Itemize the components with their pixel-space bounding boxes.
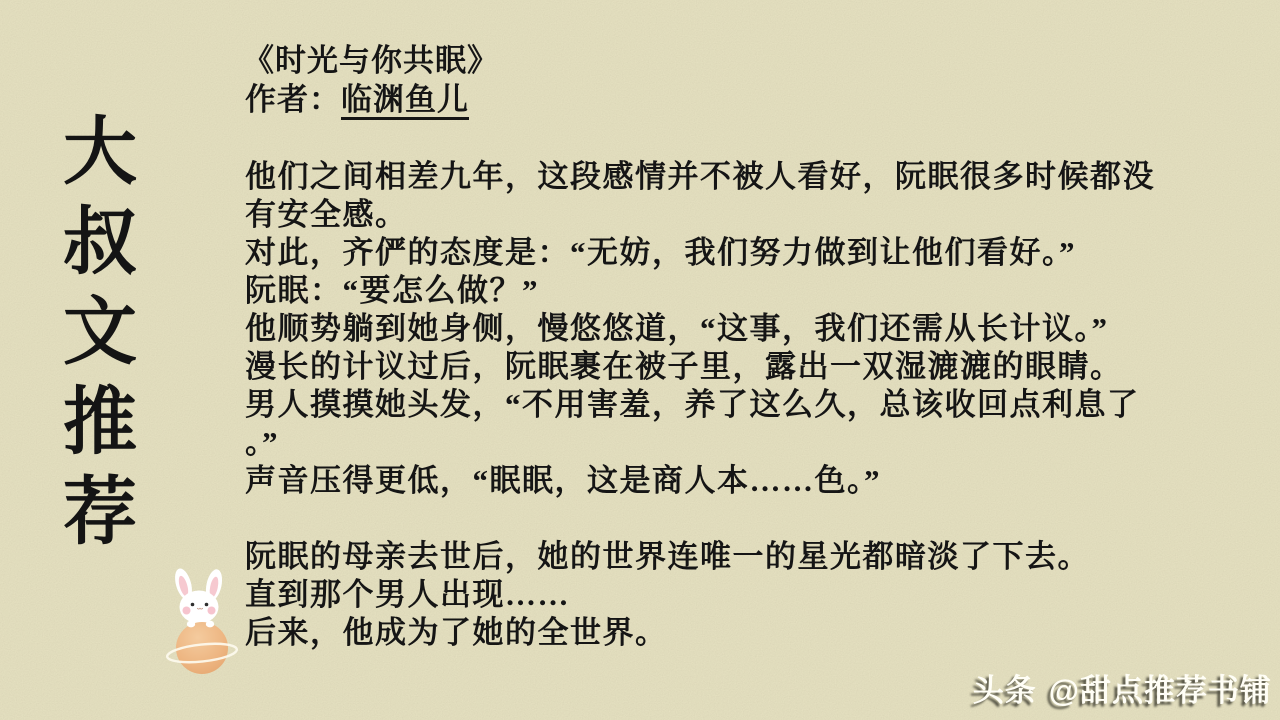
synopsis-line: 男人摸摸她头发，“不用害羞，养了这么久，总该收回点利息了 (245, 387, 1140, 422)
synopsis-line: 阮眠：“要怎么做？” (245, 273, 539, 308)
synopsis-line: 后来，他成为了她的全世界。 (245, 615, 668, 650)
synopsis-line-blank (245, 500, 1155, 538)
watermark-platform: 头条 (972, 673, 1037, 708)
synopsis-line: 声音压得更低，“眠眠，这是商人本……色。” (245, 463, 881, 498)
synopsis-line: 直到那个男人出现…… (245, 577, 570, 612)
watermark (973, 665, 1272, 710)
synopsis-line: 。” (245, 425, 279, 460)
synopsis (245, 158, 1155, 652)
watermark-handle: @甜点推荐书铺 (1048, 673, 1272, 708)
book-title: 《时光与你共眠》 (243, 43, 499, 78)
synopsis-line: 他顺势躺到她身侧，慢悠悠道，“这事，我们还需从长计议。” (245, 311, 1109, 346)
synopsis-line: 漫长的计议过后，阮眠裹在被子里，露出一双湿漉漉的眼睛。 (245, 349, 1123, 384)
side-banner-title: 大叔文推荐 (63, 112, 137, 554)
rabbit-on-planet-icon (166, 563, 244, 681)
synopsis-line: 对此，齐俨的态度是：“无妨，我们努力做到让他们看好。” (245, 235, 1076, 270)
author-line (245, 81, 469, 119)
synopsis-line: 他们之间相差九年，这段感情并不被人看好，阮眠很多时候都没 (245, 159, 1155, 194)
synopsis-line: 有安全感。 (245, 197, 408, 232)
author-name: 临渊鱼儿 (341, 82, 469, 120)
synopsis-line: 阮眠的母亲去世后，她的世界连唯一的星光都暗淡了下去。 (245, 539, 1090, 574)
author-label: 作者： (245, 82, 341, 117)
